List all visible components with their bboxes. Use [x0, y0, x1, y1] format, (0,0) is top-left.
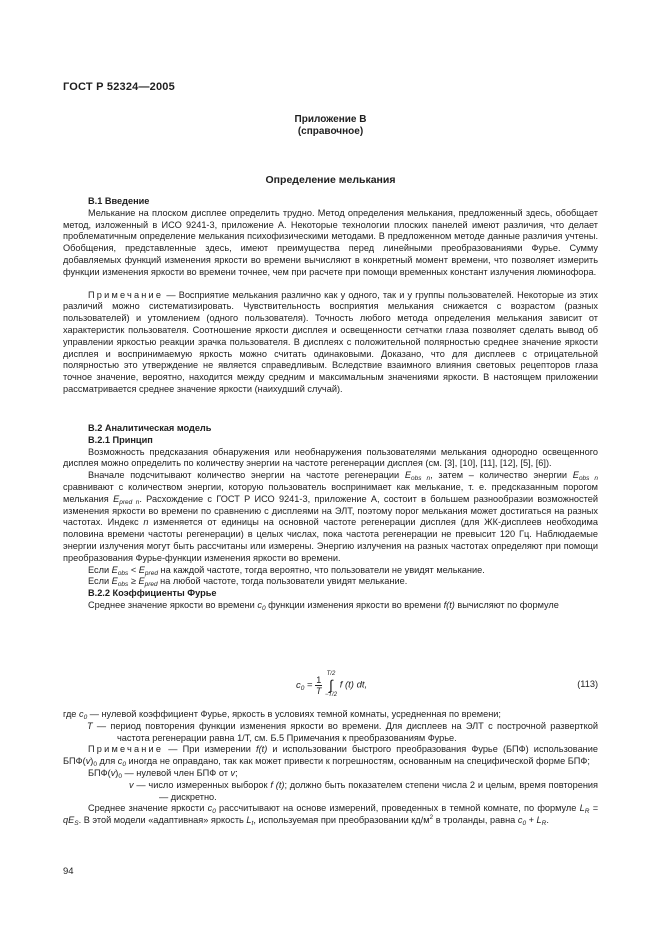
integrand: f (t) dt,: [339, 679, 368, 691]
symbol-e-pred: [138, 576, 158, 589]
subscript: R: [541, 820, 547, 828]
symbol-e-obs: [111, 576, 129, 589]
symbol-t: T: [87, 720, 93, 731]
subscript: pred n: [119, 498, 140, 506]
standard-code: ГОСТ Р 52324—2005: [63, 81, 175, 93]
symbol-v: v: [129, 779, 134, 790]
symbol: L: [536, 815, 542, 826]
definition-fft0: [63, 768, 598, 780]
symbol-ft: f (t): [270, 779, 285, 790]
text: ;: [235, 767, 238, 778]
text: Среднее значение яркости во времени: [88, 599, 258, 610]
operator: <: [128, 564, 139, 575]
paragraph-b21-2: [63, 470, 598, 564]
symbol-e-obs-n: [572, 470, 599, 483]
note-text: — Восприятие мелькания различно как у одного, так и у группы пользователей. Некоторые из этих различий можно систематизировать. Чувствительность восприятия мелькания снижается с возрастом (разных пользователей) и утомлением (одного пользователя). Точность любого метода определения мелькания зависит от характеристик пользователя. Соотношение яркости дисплея и освещенности сетчатки глаза позволяет сделать вывод об управлении яркостью реакции зрачка пользователя. В дисплеях с положительной полярностью среднее значение яркости дисплея и воспринимаемую яркость можно считать одинаковыми. Доказано, что для дисплеев с отрицательной полярностью это утверждение не является справедливым. Вследствие взаимного влияния световых рецепторов глаза точное значение, вероятно, находится между средним и максимальным значениями яркости. В настоящем приложении рассматривается среднее значение яркости (наихудший случай).: [63, 289, 598, 394]
definition-t: [63, 721, 598, 745]
definitions-block: [63, 709, 598, 827]
paragraph-b22-2: [63, 803, 598, 827]
definition-v: [63, 780, 598, 804]
superscript: 2: [429, 814, 434, 822]
section-heading-b1: В.1 Введение: [88, 196, 150, 206]
text: . В этой модели «адаптивная» яркость: [78, 815, 247, 826]
integral-sign-icon: ∫: [329, 677, 333, 693]
subscript: 0: [83, 714, 88, 721]
subscript: pred: [144, 569, 158, 577]
integral-lower-limit: −T/2: [324, 692, 338, 698]
text: в троланды, равна: [433, 815, 518, 826]
paragraph-b22-1: [63, 600, 598, 612]
text: , затем – количество энергии: [430, 470, 573, 481]
formula-expression: [296, 671, 367, 699]
note-b22: [63, 744, 598, 768]
symbol-ft: f(t): [443, 599, 455, 610]
symbol: E: [138, 576, 145, 587]
note-b1: [63, 290, 598, 396]
subscript: 0: [261, 604, 266, 612]
symbol-n: n: [143, 517, 149, 528]
symbol: E: [111, 576, 118, 587]
text: БПФ(: [88, 767, 111, 778]
symbol: c: [78, 709, 84, 719]
subscript: R: [584, 808, 590, 816]
symbol-e-obs-n: [404, 470, 431, 483]
text: где: [63, 709, 79, 719]
subscript: S: [74, 820, 79, 828]
text: изменяется от единицы на основной частоте регенерации дисплея (для ЖК-дисплеев необходима половина времени частоты регенерации) в целых числах, пока частота регенерации не превысит 120 Гц. Наблюдаемые энергии излучения могут быть рассчитаны или измерены. Энергию излучения на разных частотах определяют при помощи преобразования Фурье-функции изменения яркости во времени.: [63, 517, 598, 563]
symbol: c: [207, 803, 213, 814]
operator: +: [526, 815, 537, 826]
symbol-v: v: [230, 767, 236, 778]
symbol: E: [138, 564, 145, 575]
symbol-c0: [207, 803, 216, 816]
formula-113: [63, 663, 598, 707]
subscript: obs n: [411, 475, 431, 483]
paragraph-b21-1: Возможность предсказания обнаружения или необнаружения пользователями мелькания однородно освещенного дисплея можно определить по количеству энергии на частоте регенерации дисплея (см. [3], [10], [11], [12], [5], [6]).: [63, 446, 598, 469]
subscript: obs: [117, 581, 129, 589]
symbol-v: v: [85, 756, 91, 767]
fraction: [315, 675, 322, 696]
symbol: c: [517, 815, 523, 826]
text: на каждой частоте, тогда вероятно, что пользователи не увидят мелькание.: [157, 564, 485, 575]
text: Среднее значение яркости: [88, 803, 208, 814]
text: иногда не оправдано, так как может привести к погрешностям, основанным на специфической форме БПФ;: [126, 756, 590, 767]
text: для: [96, 756, 118, 767]
text: Вначале подсчитывают количество энергии на частоте регенерации: [88, 470, 405, 481]
integral-upper-limit: T/2: [326, 671, 336, 677]
text: рассчитывают на основе измерений, проведенных в темной комнате, по формуле: [215, 803, 580, 814]
text: вычисляют по формуле: [454, 599, 559, 610]
paragraph-b1: Мелькание на плоском дисплее определить трудно. Метод определения мелькания, предложенный здесь, обобщает метод, изложенный в ИСО 9241-3, приложение А. Некоторые технологии плоских панелей имеют различия, что делает проблематичным определение мелькания психофизическими методами. В предложенном методе данные различия учтены. Обобщения, представленные здесь, имеют преимущества перед линейными преобразованиями Фурье. Сумму добавляемых функций изменения яркости во времени вычисляют в конкретный момент времени, что позволяет измерить функции изменения яркости во времени точнее, чем при расчете при помощи временных констант излучения люминофора.: [63, 207, 598, 277]
subscript: 0: [118, 772, 122, 780]
appendix-heading: Определение мелькания: [265, 174, 396, 186]
text: — период повторения функции изменения яркости во времени. Для дисплеев на ЭЛТ с построчной разверткой частота регенерации равна 1/T, см. Б.5 Примечания к преобразованиям Фурье.: [92, 720, 598, 743]
appendix-title: Приложение В: [294, 114, 367, 125]
note-label: Примечание: [88, 744, 164, 755]
equation-number: (113): [577, 679, 598, 689]
symbol-v: v: [110, 767, 116, 778]
text: Если: [88, 576, 112, 587]
subscript: t: [251, 820, 254, 828]
symbol: E: [111, 564, 118, 575]
text: ): [90, 756, 94, 767]
symbol-c0: [257, 600, 265, 610]
symbol-c0: [79, 709, 87, 719]
text: — нулевой член БПФ от: [121, 767, 231, 778]
appendix-title-block: [63, 114, 598, 138]
subscript: pred: [144, 581, 158, 589]
equals-sign: =: [304, 679, 316, 691]
symbol: c: [117, 756, 123, 767]
appendix-subtitle: (справочное): [297, 126, 364, 137]
definition-c0: [63, 709, 598, 721]
text: ): [115, 767, 119, 778]
fraction-denominator: T: [315, 685, 322, 696]
text: и использовании быстрого преобразования Фурье (БПФ) использование БПФ(: [63, 744, 598, 767]
section-heading-b21: В.2.1 Принцип: [88, 434, 153, 445]
symbol: L: [246, 815, 252, 826]
integral: [325, 671, 337, 699]
symbol: c: [257, 599, 262, 610]
symbol-c0: [117, 756, 126, 769]
text: сравнивают с количеством энергии, которую пользователь воспринимает как мелькание, т. е. предсказанным порогом мелькания: [63, 481, 598, 504]
text: ; должно быть показателем степени числа 2 и целым, время повторения — дискретно.: [159, 779, 598, 802]
condition-flicker: [63, 576, 598, 588]
symbol: = qE: [63, 803, 599, 826]
subscript: 0: [93, 761, 97, 769]
text: — число измеренных выборок: [133, 779, 271, 790]
section-heading-b22: В.2.2 Коэффициенты Фурье: [88, 588, 217, 599]
note-label: Примечание: [88, 289, 164, 300]
symbol-c0: [517, 815, 527, 828]
symbol: c: [296, 679, 301, 691]
text: — нулевой коэффициент Фурье, яркость в условиях темной комнаты, усредненная по времени;: [87, 709, 501, 719]
section-b2: [63, 423, 598, 612]
text: функции изменения яркости во времени: [265, 599, 444, 610]
fraction-numerator: 1: [316, 674, 322, 685]
symbol: E: [113, 493, 120, 504]
symbol: L: [579, 803, 585, 814]
text: . Расхождение с ГОСТ Р ИСО 9241-3, приложение А, состоит в большем разнообразии возможностей изменения яркости во времени по сравнению с дисплеями на ЭЛТ, поэтому порог мелькания может достигаться на разных частотах. Индекс: [63, 493, 598, 528]
symbol-e-obs: [112, 565, 129, 575]
condition-no-flicker: [63, 565, 598, 577]
page-number: 94: [63, 866, 74, 877]
text: на любой частоте, тогда пользователи увидят мелькание.: [157, 576, 408, 587]
text: , используемая при преобразовании кд/м: [253, 815, 430, 826]
subscript: obs: [117, 569, 129, 577]
subscript: 0: [122, 761, 126, 769]
text: .: [546, 815, 549, 826]
symbol-ft: f(t): [256, 744, 268, 755]
symbol-e-pred: [139, 565, 158, 575]
text: — При измерении: [163, 744, 257, 755]
section-b1: [63, 196, 598, 396]
symbol: E: [404, 470, 412, 481]
text: Если: [88, 564, 112, 575]
subscript: 0: [300, 684, 305, 692]
symbol-lr: [536, 815, 547, 828]
symbol-e-pred-n: [113, 494, 139, 504]
subscript: obs n: [578, 475, 599, 483]
operator: ≥: [128, 576, 139, 587]
subscript: 0: [522, 820, 527, 828]
subscript: 0: [212, 808, 216, 816]
symbol: E: [572, 470, 579, 481]
section-heading-b2: В.2 Аналитическая модель: [88, 423, 212, 433]
